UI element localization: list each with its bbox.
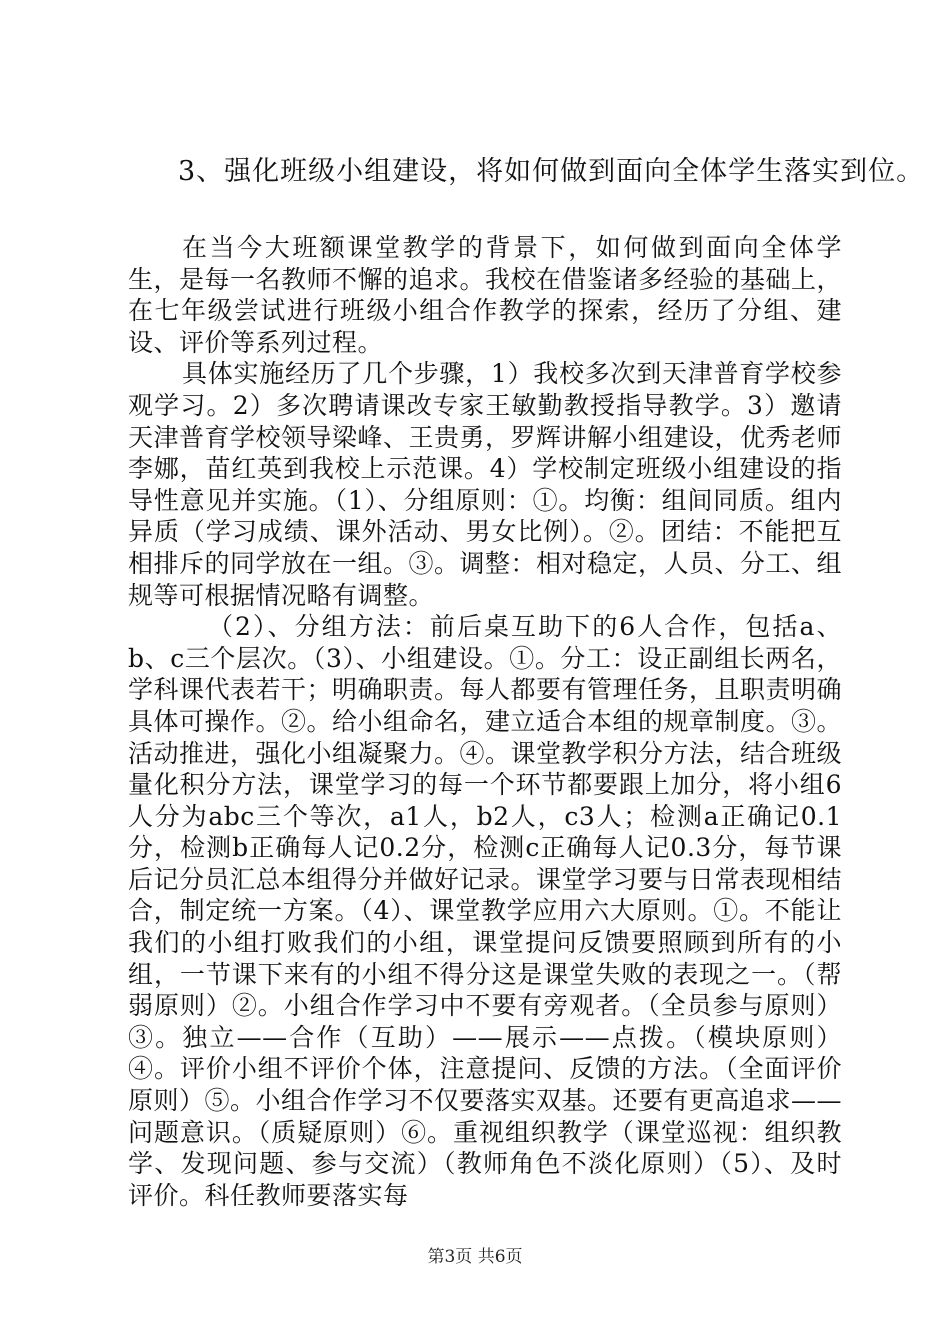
page-footer: 第3页 共6页 [427,1247,523,1267]
paragraph-grouping-method: （2）、分组方法：前后桌互助下的6人合作，包括a、b、c三个层次。（3）、小组建设。①。分工：设正副组长两名，学科课代表若干；明确职责。每人都要有管理任务，且职责明确具体可操作。②。给小组命名，建立适合本组的规章制度。③。活动推进，强化小组凝聚力。④。课堂教学积分方法，结合班级量化积分方法，课堂学习的每一个环节都要跟上加分，将小组6人分为abc三个等次，a1人，b2人，c3人；检测a正确记0.1分，检测b正确每人记0.2分，检测c正确每人记0.3分，每节课后记分员汇总本组得分并做好记录。课堂学习要与日常表现相结合，制定统一方案。（4）、课堂教学应用六大原则。①。不能让我们的小组打败我们的小组，课堂提问反馈要照顾到所有的小组，一节课下来有的小组不得分这是课堂失败的表现之一。（帮弱原则）②。小组合作学习中不要有旁观者。（全员参与原则）③。独立——合作（互助）——展示——点拨。（模块原则）④。评价小组不评价个体，注意提问、反馈的方法。（全面评价原则）⑤。小组合作学习不仅要落实双基。还要有更高追求——问题意识。（质疑原则）⑥。重视组织教学（课堂巡视：组织教学、发现问题、参与交流）（教师角色不淡化原则）（5）、及时评价。科任教师要落实每 [128,612,843,1210]
section-heading: 3、强化班级小组建设，将如何做到面向全体学生落实到位。 [178,156,925,187]
paragraph-implementation: 具体实施经历了几个步骤，1）我校多次到天津普育学校参观学习。2）多次聘请课改专家王敏勤教授指导教学。3）邀请天津普育学校领导梁峰、王贵勇，罗辉讲解小组建设，优秀老师李娜，苗红英到我校上示范课。4）学校制定班级小组建设的指导性意见并实施。（1）、分组原则：①。均衡：组间同质。组内异质（学习成绩、课外活动、男女比例）。②。团结：不能把互相排斥的同学放在一组。③。调整：相对稳定，人员、分工、组规等可根据情况略有调整。 [128,359,843,610]
paragraph-intro: 在当今大班额课堂教学的背景下，如何做到面向全体学生，是每一名教师不懈的追求。我校在借鉴诸多经验的基础上，在七年级尝试进行班级小组合作教学的探索，经历了分组、建设、评价等系列过程。 [128,233,843,357]
body-text [128,232,842,1211]
